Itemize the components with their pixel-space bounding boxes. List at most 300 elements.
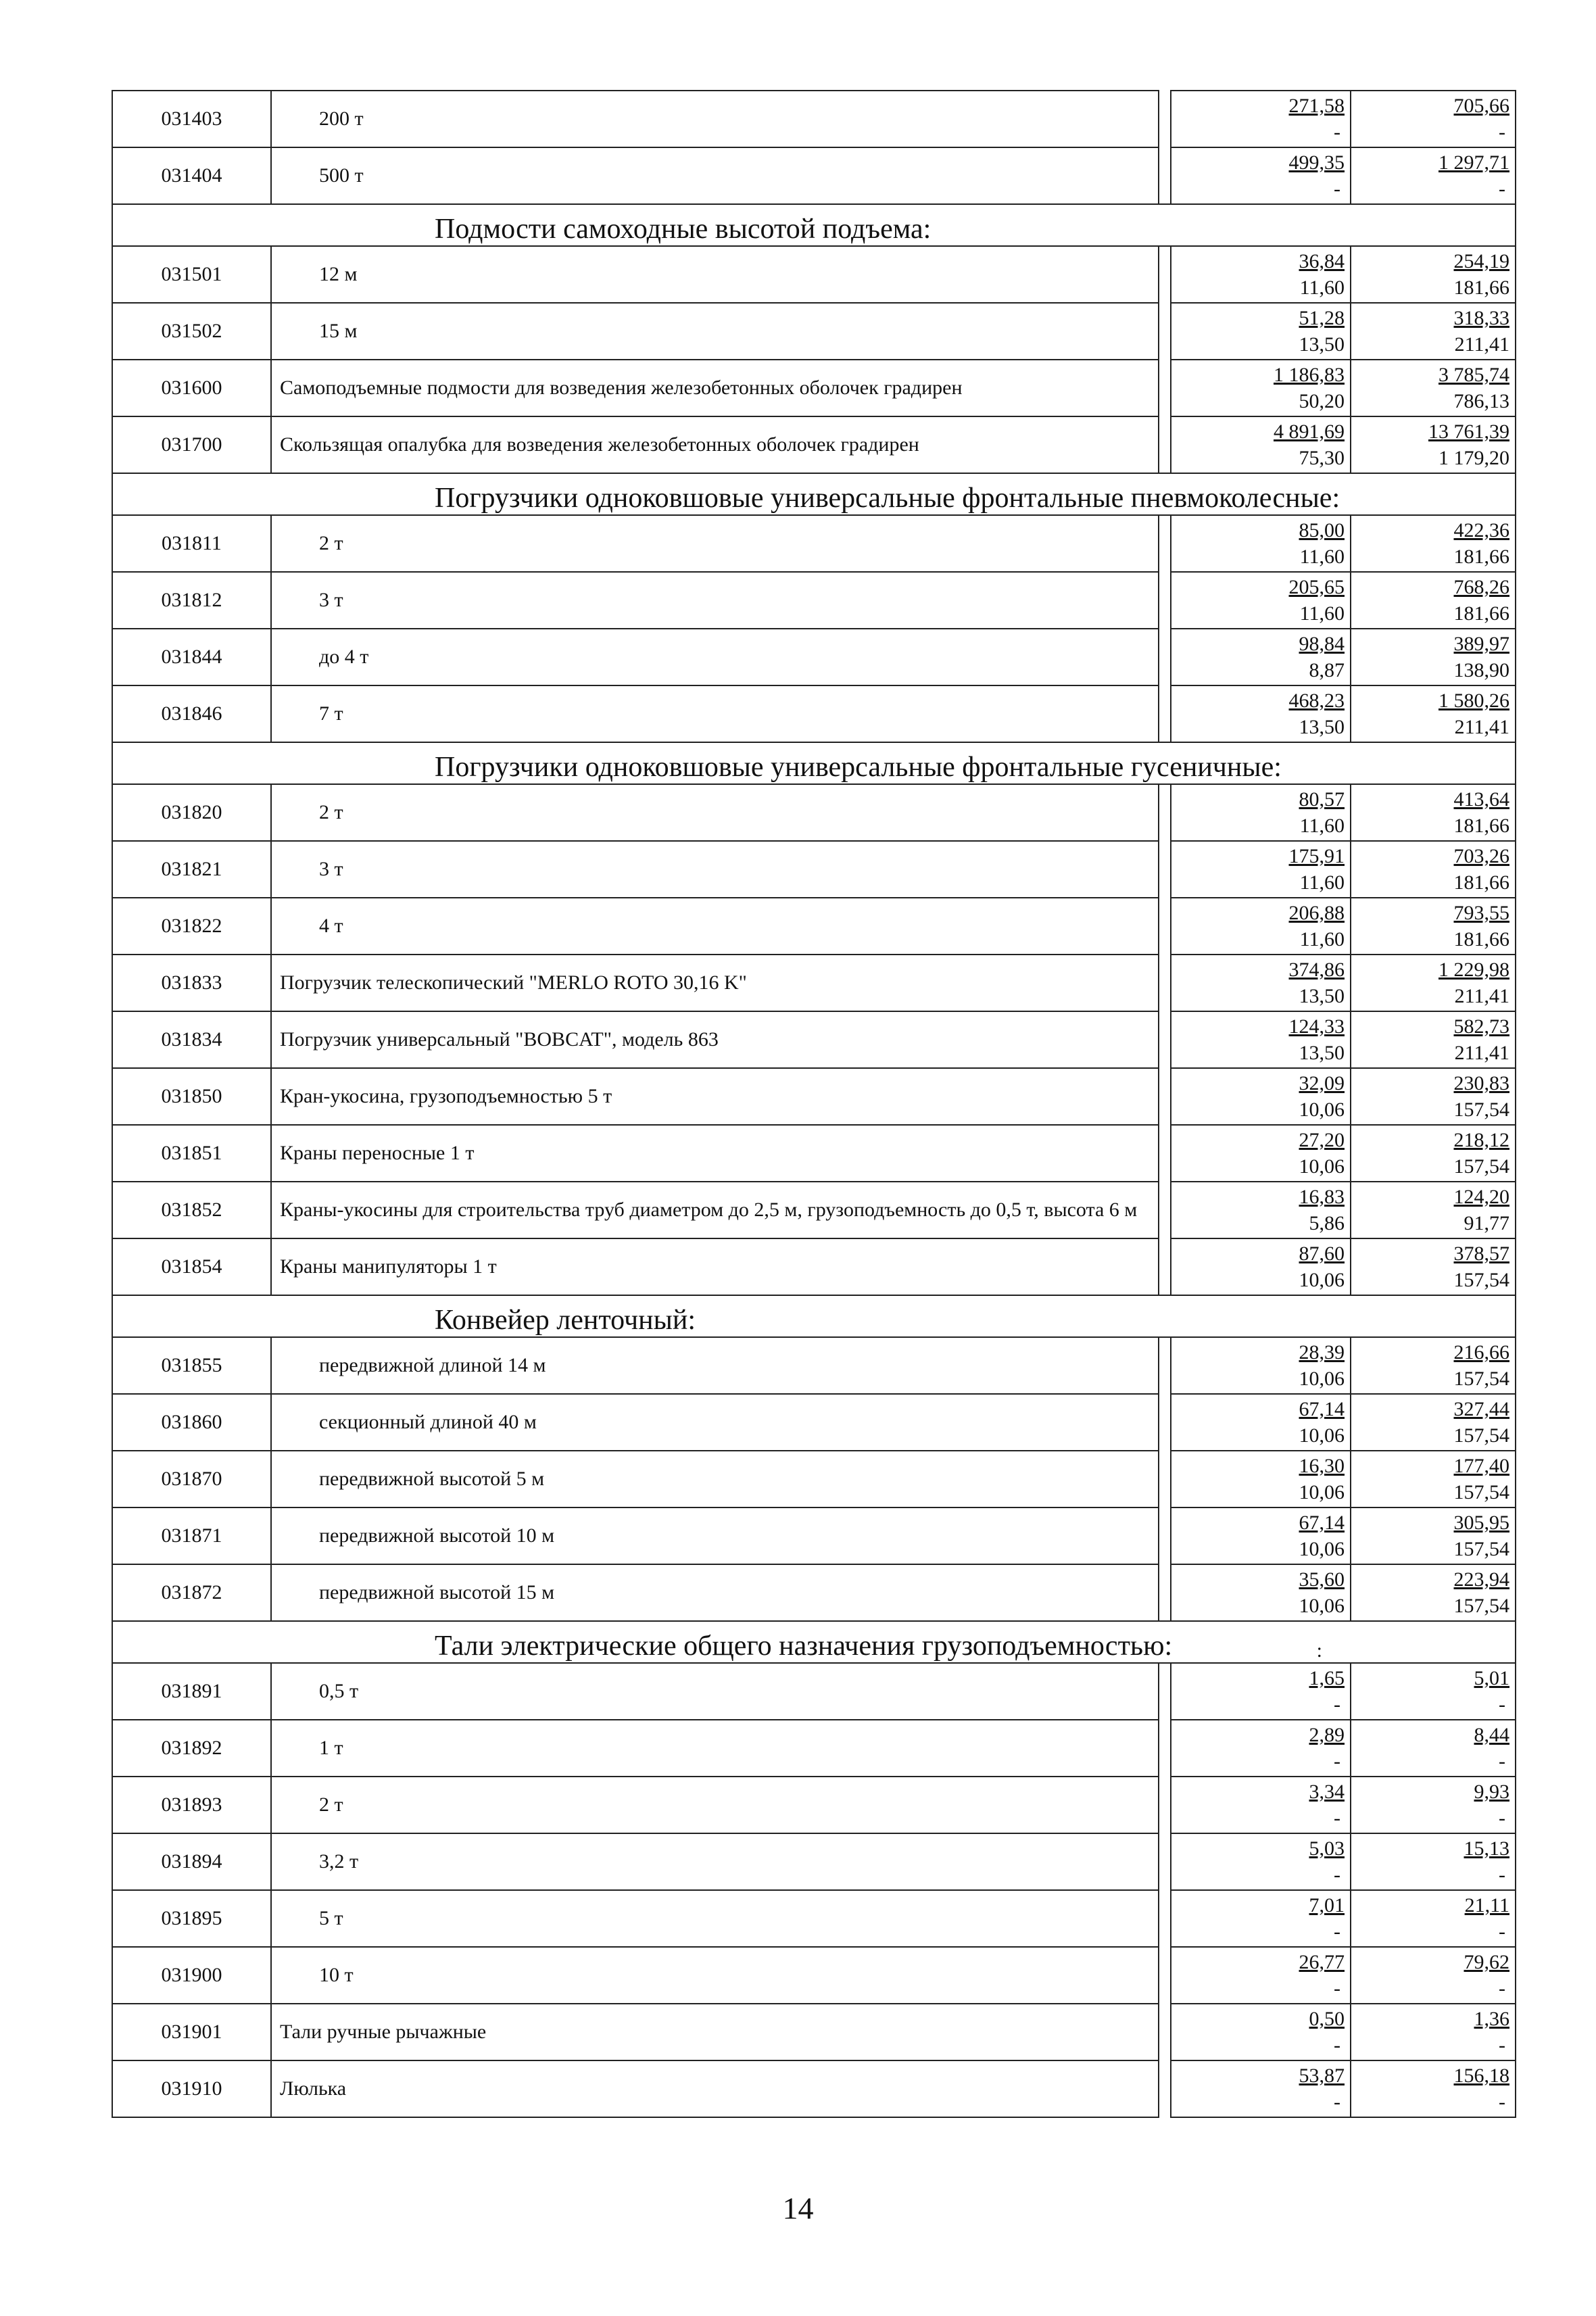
table-row [112, 955, 1516, 1011]
section-header-row [112, 1295, 1516, 1337]
value-bottom: 8,87 [1309, 659, 1345, 681]
cost-cell [1351, 898, 1516, 955]
value-top: 793,55 [1453, 902, 1509, 924]
item-name: 1 т [271, 1720, 1159, 1777]
item-code: 031600 [112, 360, 271, 416]
gap-cell [1159, 1182, 1171, 1238]
gap-cell [1159, 955, 1171, 1011]
value-bottom: 211,41 [1454, 333, 1509, 356]
item-code: 031852 [112, 1182, 271, 1238]
item-name: 15 м [271, 303, 1159, 360]
price-cell [1171, 416, 1351, 473]
value-bottom: 10,06 [1299, 1269, 1345, 1291]
item-code: 031870 [112, 1451, 271, 1507]
item-code: 031894 [112, 1833, 271, 1890]
table-row [112, 1394, 1516, 1451]
value-bottom: 157,54 [1453, 1481, 1509, 1503]
value-top: 374,86 [1288, 959, 1345, 981]
price-table [112, 90, 1516, 2118]
value-bottom: - [1334, 178, 1340, 200]
item-name: Самоподъемные подмости для возведения железобетонных оболочек градирен [271, 360, 1159, 416]
gap-cell [1159, 1507, 1171, 1564]
item-code: 031833 [112, 955, 271, 1011]
table-row [112, 416, 1516, 473]
gap-cell [1159, 1833, 1171, 1890]
gap-cell [1159, 303, 1171, 360]
gap-cell [1159, 784, 1171, 841]
item-name: 2 т [271, 515, 1159, 572]
gap-cell [1159, 1663, 1171, 1720]
gap-cell [1159, 1777, 1171, 1833]
value-top: 271,58 [1288, 95, 1345, 117]
item-code: 031891 [112, 1663, 271, 1720]
value-top: 5,01 [1474, 1667, 1509, 1689]
item-name: 5 т [271, 1890, 1159, 1947]
item-code: 031502 [112, 303, 271, 360]
cost-cell [1351, 1663, 1516, 1720]
table-row [112, 572, 1516, 629]
page-number: 14 [782, 2191, 814, 2225]
price-cell [1171, 1947, 1351, 2004]
cost-cell [1351, 515, 1516, 572]
value-bottom: - [1334, 1750, 1340, 1772]
item-name: Краны-укосины для строительства труб диаметром до 2,5 м, грузоподъемность до 0,5 т, высота 6 м [271, 1182, 1159, 1238]
value-top: 327,44 [1453, 1398, 1509, 1420]
item-code: 031872 [112, 1564, 271, 1621]
section-mark: : [1316, 1639, 1322, 1662]
price-cell [1171, 572, 1351, 629]
item-code: 031901 [112, 2004, 271, 2060]
section-header-row [112, 204, 1516, 246]
value-top: 378,57 [1453, 1243, 1509, 1265]
table-row [112, 784, 1516, 841]
item-code: 031851 [112, 1125, 271, 1182]
table-row [112, 841, 1516, 898]
item-name: Погрузчик универсальный "BOBCAT", модель 863 [271, 1011, 1159, 1068]
cost-cell [1351, 1507, 1516, 1564]
value-top: 79,62 [1464, 1951, 1509, 1973]
cost-cell [1351, 1125, 1516, 1182]
cost-cell [1351, 360, 1516, 416]
value-top: 768,26 [1453, 576, 1509, 598]
section-title: Конвейер ленточный: [271, 1295, 1351, 1337]
cost-cell [1351, 2004, 1516, 2060]
cost-cell [1351, 1947, 1516, 2004]
price-cell [1171, 898, 1351, 955]
section-end-cell [1351, 742, 1516, 784]
item-code: 031900 [112, 1947, 271, 2004]
value-top: 87,60 [1299, 1243, 1345, 1265]
item-code: 031700 [112, 416, 271, 473]
value-top: 28,39 [1299, 1341, 1345, 1364]
value-bottom: - [1334, 1977, 1340, 2000]
value-bottom: 10,06 [1299, 1368, 1345, 1390]
cost-cell [1351, 91, 1516, 147]
value-bottom: 211,41 [1454, 985, 1509, 1007]
table-row [112, 898, 1516, 955]
cost-cell [1351, 416, 1516, 473]
price-cell [1171, 685, 1351, 742]
table-row [112, 1182, 1516, 1238]
value-bottom: 13,50 [1299, 333, 1345, 356]
section-title: Погрузчики одноковшовые универсальные фронтальные пневмоколесные: [271, 473, 1351, 515]
value-top: 36,84 [1299, 250, 1345, 272]
section-header-row [112, 1621, 1516, 1663]
value-bottom: 181,66 [1453, 276, 1509, 299]
value-bottom: 11,60 [1299, 871, 1345, 894]
value-top: 230,83 [1453, 1072, 1509, 1094]
value-top: 223,94 [1453, 1568, 1509, 1591]
item-name: 4 т [271, 898, 1159, 955]
cost-cell [1351, 2060, 1516, 2117]
table-row [112, 1564, 1516, 1621]
cost-cell [1351, 303, 1516, 360]
value-bottom: 1 179,20 [1438, 447, 1509, 469]
cost-cell [1351, 685, 1516, 742]
value-top: 32,09 [1299, 1072, 1345, 1094]
price-cell [1171, 1182, 1351, 1238]
price-cell [1171, 2004, 1351, 2060]
price-cell [1171, 1238, 1351, 1295]
value-bottom: - [1334, 1864, 1340, 1886]
value-top: 80,57 [1299, 788, 1345, 811]
item-code: 031844 [112, 629, 271, 685]
price-cell [1171, 1068, 1351, 1125]
item-code: 031812 [112, 572, 271, 629]
value-top: 1 186,83 [1274, 364, 1345, 386]
price-cell [1171, 1394, 1351, 1451]
price-cell [1171, 955, 1351, 1011]
value-top: 35,60 [1299, 1568, 1345, 1591]
value-bottom: 75,30 [1299, 447, 1345, 469]
item-name: Тали ручные рычажные [271, 2004, 1159, 2060]
section-header-row [112, 473, 1516, 515]
value-bottom: - [1499, 178, 1505, 200]
value-top: 67,14 [1299, 1398, 1345, 1420]
price-cell [1171, 303, 1351, 360]
table-row [112, 515, 1516, 572]
item-name: 3,2 т [271, 1833, 1159, 1890]
table-row [112, 1890, 1516, 1947]
table-row [112, 1337, 1516, 1394]
price-cell [1171, 1720, 1351, 1777]
section-code-cell [112, 1621, 271, 1663]
value-bottom: 211,41 [1454, 716, 1509, 738]
item-name: 3 т [271, 572, 1159, 629]
price-cell [1171, 784, 1351, 841]
gap-cell [1159, 360, 1171, 416]
value-top: 13 761,39 [1428, 420, 1509, 443]
value-bottom: - [1334, 1693, 1340, 1716]
item-name: до 4 т [271, 629, 1159, 685]
table-row [112, 1238, 1516, 1295]
gap-cell [1159, 1125, 1171, 1182]
table-row [112, 2004, 1516, 2060]
value-top: 1,36 [1474, 2008, 1509, 2030]
cost-cell [1351, 147, 1516, 204]
value-top: 582,73 [1453, 1015, 1509, 1038]
price-cell [1171, 1890, 1351, 1947]
gap-cell [1159, 1451, 1171, 1507]
price-cell [1171, 1833, 1351, 1890]
cost-cell [1351, 1777, 1516, 1833]
value-top: 53,87 [1299, 2065, 1345, 2087]
cost-cell [1351, 1238, 1516, 1295]
value-bottom: 13,50 [1299, 716, 1345, 738]
value-bottom: 211,41 [1454, 1042, 1509, 1064]
value-bottom: 138,90 [1453, 659, 1509, 681]
price-cell [1171, 1507, 1351, 1564]
value-top: 0,50 [1309, 2008, 1345, 2030]
value-bottom: 10,06 [1299, 1424, 1345, 1447]
value-top: 51,28 [1299, 307, 1345, 329]
item-code: 031871 [112, 1507, 271, 1564]
cost-cell [1351, 1890, 1516, 1947]
gap-cell [1159, 1890, 1171, 1947]
value-bottom: 5,86 [1309, 1212, 1345, 1234]
value-top: 703,26 [1453, 845, 1509, 867]
table-row [112, 1947, 1516, 2004]
value-top: 26,77 [1299, 1951, 1345, 1973]
table-row [112, 360, 1516, 416]
item-code: 031822 [112, 898, 271, 955]
item-name: 200 т [271, 91, 1159, 147]
cost-cell [1351, 1720, 1516, 1777]
cost-cell [1351, 246, 1516, 303]
value-bottom: - [1499, 1864, 1505, 1886]
table-row [112, 303, 1516, 360]
value-bottom: 181,66 [1453, 546, 1509, 568]
item-code: 031895 [112, 1890, 271, 1947]
item-name: 2 т [271, 784, 1159, 841]
value-bottom: - [1499, 1921, 1505, 1943]
value-top: 254,19 [1453, 250, 1509, 272]
value-bottom: - [1499, 1807, 1505, 1829]
value-bottom: 157,54 [1453, 1595, 1509, 1617]
gap-cell [1159, 1947, 1171, 2004]
item-name: Погрузчик телескопический "MERLO ROTO 30,16 K" [271, 955, 1159, 1011]
item-code: 031834 [112, 1011, 271, 1068]
value-top: 3 785,74 [1438, 364, 1509, 386]
table-row [112, 685, 1516, 742]
value-top: 2,89 [1309, 1724, 1345, 1746]
item-name: передвижной длиной 14 м [271, 1337, 1159, 1394]
gap-cell [1159, 91, 1171, 147]
cost-cell [1351, 784, 1516, 841]
value-top: 1,65 [1309, 1667, 1345, 1689]
section-end-cell [1351, 473, 1516, 515]
value-top: 1 580,26 [1438, 690, 1509, 712]
value-bottom: 157,54 [1453, 1155, 1509, 1178]
section-title: Подмости самоходные высотой подъема: [271, 204, 1351, 246]
section-code-cell [112, 473, 271, 515]
item-name: 2 т [271, 1777, 1159, 1833]
value-top: 177,40 [1453, 1455, 1509, 1477]
item-name: Кран-укосина, грузоподъемностью 5 т [271, 1068, 1159, 1125]
value-top: 27,20 [1299, 1129, 1345, 1151]
table-row [112, 1777, 1516, 1833]
value-bottom: - [1499, 1977, 1505, 2000]
value-bottom: 181,66 [1453, 815, 1509, 837]
table-row [112, 1011, 1516, 1068]
table-row [112, 1125, 1516, 1182]
gap-cell [1159, 1011, 1171, 1068]
section-title: Тали электрические общего назначения грузоподъемностью: [271, 1621, 1351, 1663]
gap-cell [1159, 1564, 1171, 1621]
gap-cell [1159, 147, 1171, 204]
cost-cell [1351, 629, 1516, 685]
cost-cell [1351, 1011, 1516, 1068]
price-cell [1171, 1564, 1351, 1621]
value-top: 16,83 [1299, 1186, 1345, 1208]
value-top: 98,84 [1299, 633, 1345, 655]
value-bottom: 13,50 [1299, 1042, 1345, 1064]
table-row [112, 629, 1516, 685]
cost-cell [1351, 1451, 1516, 1507]
value-top: 389,97 [1453, 633, 1509, 655]
value-top: 205,65 [1288, 576, 1345, 598]
item-code: 031404 [112, 147, 271, 204]
section-code-cell [112, 742, 271, 784]
value-bottom: 157,54 [1453, 1368, 1509, 1390]
item-code: 031855 [112, 1337, 271, 1394]
price-cell [1171, 1451, 1351, 1507]
table-row [112, 1720, 1516, 1777]
value-bottom: 181,66 [1453, 871, 1509, 894]
section-code-cell [112, 204, 271, 246]
gap-cell [1159, 898, 1171, 955]
price-cell [1171, 91, 1351, 147]
value-bottom: - [1499, 1750, 1505, 1772]
value-bottom: 91,77 [1464, 1212, 1509, 1234]
item-name: 12 м [271, 246, 1159, 303]
price-cell [1171, 841, 1351, 898]
gap-cell [1159, 2004, 1171, 2060]
price-cell [1171, 360, 1351, 416]
item-name: Скользящая опалубка для возведения железобетонных оболочек градирен [271, 416, 1159, 473]
section-end-cell [1351, 204, 1516, 246]
price-cell [1171, 515, 1351, 572]
value-bottom: 181,66 [1453, 928, 1509, 950]
gap-cell [1159, 685, 1171, 742]
item-code: 031820 [112, 784, 271, 841]
table-row [112, 1068, 1516, 1125]
value-top: 85,00 [1299, 519, 1345, 541]
value-bottom: - [1499, 2034, 1505, 2056]
value-bottom: 11,60 [1299, 276, 1345, 299]
value-bottom: 10,06 [1299, 1099, 1345, 1121]
cost-cell [1351, 1068, 1516, 1125]
gap-cell [1159, 629, 1171, 685]
value-top: 305,95 [1453, 1512, 1509, 1534]
value-bottom: 157,54 [1453, 1269, 1509, 1291]
value-top: 216,66 [1453, 1341, 1509, 1364]
value-top: 499,35 [1288, 151, 1345, 174]
table-row [112, 1833, 1516, 1890]
gap-cell [1159, 1238, 1171, 1295]
item-code: 031403 [112, 91, 271, 147]
price-cell [1171, 1337, 1351, 1394]
item-name: 0,5 т [271, 1663, 1159, 1720]
gap-cell [1159, 1337, 1171, 1394]
gap-cell [1159, 1068, 1171, 1125]
value-bottom: - [1334, 1807, 1340, 1829]
table-row [112, 1451, 1516, 1507]
item-name: Краны манипуляторы 1 т [271, 1238, 1159, 1295]
cost-cell [1351, 1564, 1516, 1621]
item-name: секционный длиной 40 м [271, 1394, 1159, 1451]
value-top: 1 297,71 [1438, 151, 1509, 174]
item-code: 031811 [112, 515, 271, 572]
price-cell [1171, 1663, 1351, 1720]
cost-cell [1351, 1337, 1516, 1394]
value-bottom: 13,50 [1299, 985, 1345, 1007]
value-top: 8,44 [1474, 1724, 1509, 1746]
value-bottom: 11,60 [1299, 928, 1345, 950]
gap-cell [1159, 1394, 1171, 1451]
value-bottom: - [1499, 2091, 1505, 2113]
value-bottom: 786,13 [1453, 390, 1509, 412]
item-code: 031846 [112, 685, 271, 742]
cost-cell [1351, 955, 1516, 1011]
item-name: Люлька [271, 2060, 1159, 2117]
gap-cell [1159, 572, 1171, 629]
section-title: Погрузчики одноковшовые универсальные фронтальные гусеничные: [271, 742, 1351, 784]
value-top: 422,36 [1453, 519, 1509, 541]
item-name: передвижной высотой 15 м [271, 1564, 1159, 1621]
table-row [112, 1507, 1516, 1564]
value-bottom: - [1334, 2034, 1340, 2056]
price-cell [1171, 1011, 1351, 1068]
value-top: 175,91 [1288, 845, 1345, 867]
value-bottom: - [1334, 2091, 1340, 2113]
cost-cell [1351, 1394, 1516, 1451]
price-cell [1171, 1777, 1351, 1833]
item-code: 031821 [112, 841, 271, 898]
item-code: 031893 [112, 1777, 271, 1833]
value-bottom: 11,60 [1299, 546, 1345, 568]
item-name: 500 т [271, 147, 1159, 204]
table-row [112, 91, 1516, 147]
value-bottom: 11,60 [1299, 602, 1345, 625]
cost-cell [1351, 841, 1516, 898]
value-bottom: 10,06 [1299, 1155, 1345, 1178]
section-end-cell [1351, 1295, 1516, 1337]
gap-cell [1159, 841, 1171, 898]
value-top: 9,93 [1474, 1781, 1509, 1803]
value-bottom: 157,54 [1453, 1099, 1509, 1121]
gap-cell [1159, 246, 1171, 303]
value-bottom: - [1334, 1921, 1340, 1943]
value-top: 67,14 [1299, 1512, 1345, 1534]
section-end-cell [1316, 1621, 1516, 1663]
value-top: 705,66 [1453, 95, 1509, 117]
value-bottom: 157,54 [1453, 1538, 1509, 1560]
price-cell [1171, 2060, 1351, 2117]
item-name: передвижной высотой 10 м [271, 1507, 1159, 1564]
price-cell [1171, 147, 1351, 204]
cost-cell [1351, 572, 1516, 629]
item-code: 031854 [112, 1238, 271, 1295]
price-cell [1171, 246, 1351, 303]
value-bottom: 50,20 [1299, 390, 1345, 412]
table-row [112, 147, 1516, 204]
value-top: 218,12 [1453, 1129, 1509, 1151]
gap-cell [1159, 1720, 1171, 1777]
gap-cell [1159, 515, 1171, 572]
item-code: 031850 [112, 1068, 271, 1125]
value-top: 1 229,98 [1438, 959, 1509, 981]
